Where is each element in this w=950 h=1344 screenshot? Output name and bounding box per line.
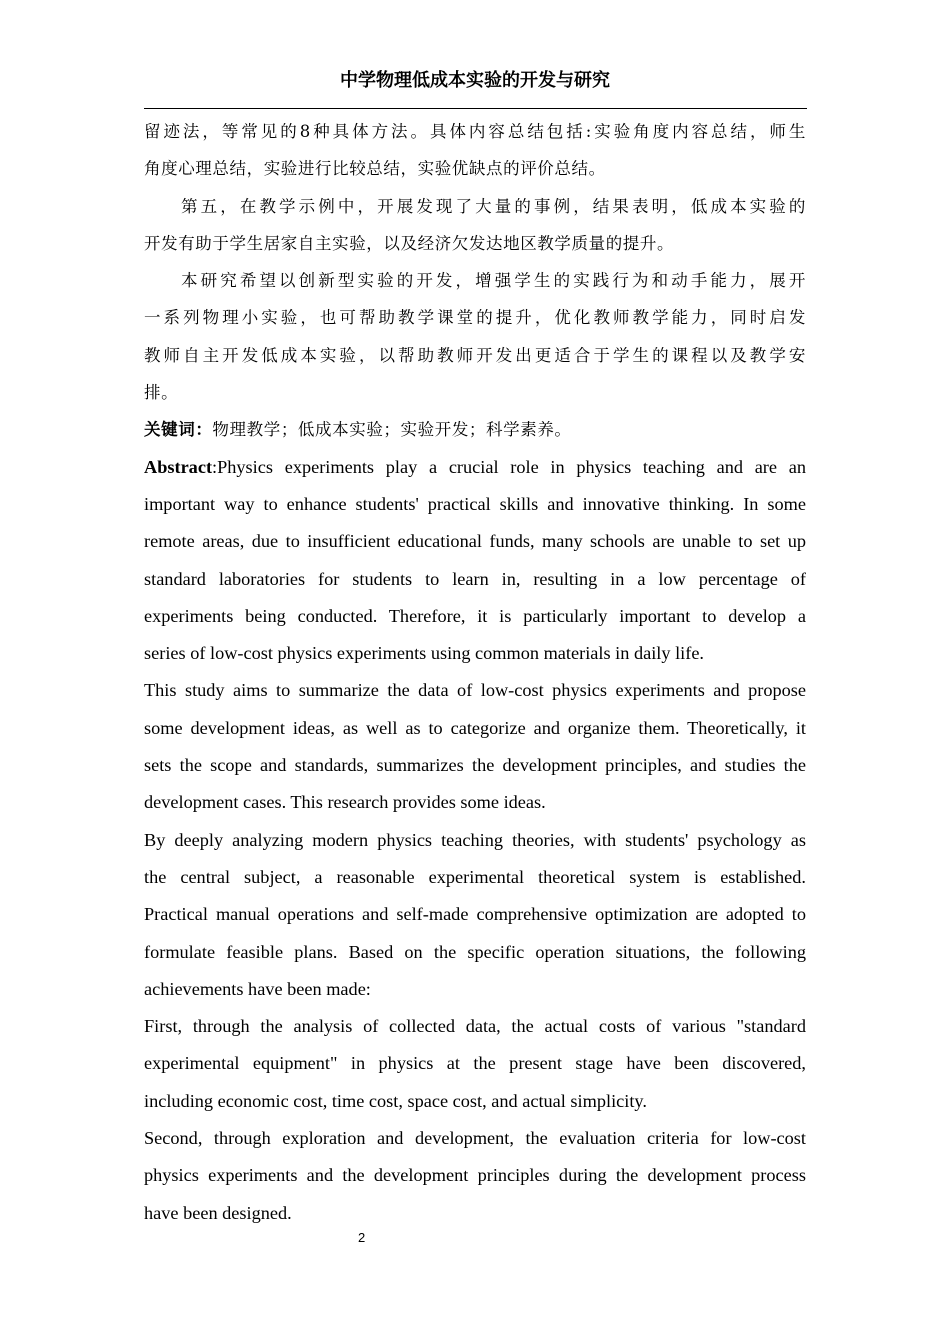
keywords-sep: ： xyxy=(195,420,213,440)
text-line: formulate feasible plans. Based on the specific operation situations, the following xyxy=(144,941,806,962)
text-line: 教师自主开发低成本实验，以帮助教师开发出更适合于学生的课程以及教学安 xyxy=(144,345,806,365)
text-line: remote areas, due to insufficient educational funds, many schools are unable to set up xyxy=(144,531,806,552)
text-line: 第五，在教学示例中，开展发现了大量的事例，结果表明，低成本实验的 xyxy=(181,196,806,216)
text-line: First, through the analysis of collected data, the actual costs of various "standard xyxy=(144,1016,806,1037)
text-line: 角度心理总结，实验进行比较总结，实验优缺点的评价总结。 xyxy=(144,159,606,179)
text-line: the central subject, a reasonable experimental theoretical system is established. xyxy=(144,866,806,887)
document-body xyxy=(144,113,806,1232)
page-number: 2 xyxy=(358,1230,366,1245)
chinese-abstract xyxy=(144,113,806,411)
english-abstract xyxy=(144,486,806,1232)
text-line: Second, through exploration and development, the evaluation criteria for low-cost xyxy=(144,1128,806,1149)
text-line: By deeply analyzing modern physics teaching theories, with students' psychology as xyxy=(144,829,806,850)
text-line: 开发有助于学生居家自主实验，以及经济欠发达地区教学质量的提升。 xyxy=(144,233,675,253)
header-rule xyxy=(144,108,807,109)
keywords-text: 物理教学；低成本实验；实验开发；科学素养。 xyxy=(212,420,572,440)
text-line: have been designed. xyxy=(144,1202,292,1223)
abstract-first-line xyxy=(144,449,806,486)
text-line: important way to enhance students' practical skills and innovative thinking. In some xyxy=(144,493,806,514)
text-line: sets the scope and standards, summarizes the development principles, and studies the xyxy=(144,755,806,776)
abstract-first-text: :Physics experiments play a crucial role in physics teaching and are an xyxy=(212,456,806,477)
text-line: 排。 xyxy=(144,383,179,403)
text-line: standard laboratories for students to learn in, resulting in a low percentage of xyxy=(144,568,806,589)
text-line: achievements have been made: xyxy=(144,978,371,999)
text-line: some development ideas, as well as to categorize and organize them. Theoretically, it xyxy=(144,717,806,738)
text-line: experiments being conducted. Therefore, it is particularly important to develop a xyxy=(144,605,806,626)
text-line: experimental equipment" in physics at the present stage have been discovered, xyxy=(144,1053,806,1074)
keywords-line xyxy=(144,411,806,448)
text-line: 一系列物理小实验，也可帮助教学课堂的提升，优化教师教学能力，同时启发 xyxy=(144,308,806,328)
text-line: 留迹法，等常见的8种具体方法。具体内容总结包括:实验角度内容总结，师生 xyxy=(144,122,806,141)
text-line: physics experiments and the development principles during the development process xyxy=(144,1165,806,1186)
running-header: 中学物理低成本实验的开发与研究 xyxy=(340,70,610,91)
text-line: 本研究希望以创新型实验的开发，增强学生的实践行为和动手能力，展开 xyxy=(181,271,806,291)
text-line: development cases. This research provides some ideas. xyxy=(144,792,546,813)
keywords-label: 关键词 xyxy=(144,420,196,440)
text-line: This study aims to summarize the data of low-cost physics experiments and propose xyxy=(144,680,806,701)
text-line: including economic cost, time cost, space cost, and actual simplicity. xyxy=(144,1090,647,1111)
abstract-label: Abstract xyxy=(144,456,213,477)
text-line: Practical manual operations and self-made comprehensive optimization are adopted to xyxy=(144,904,806,925)
text-line: series of low-cost physics experiments using common materials in daily life. xyxy=(144,643,704,664)
